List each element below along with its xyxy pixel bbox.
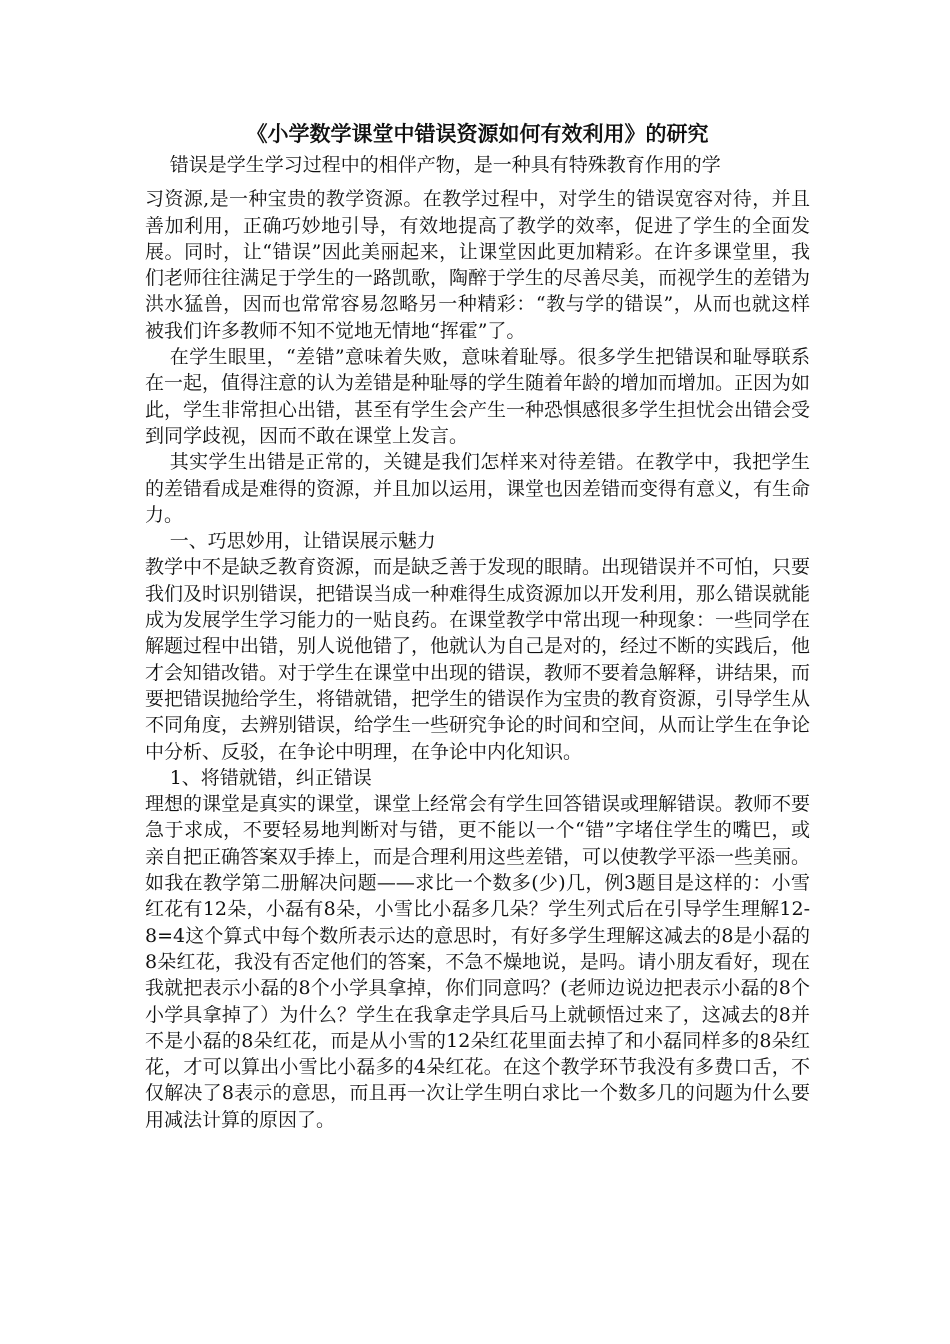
document-body	[145, 118, 810, 1133]
paragraph-normal-errors: 其实学生出错是正常的，关键是我们怎样来对待差错。在教学中，我把学生的差错看成是难得的资源，并且加以运用，课堂也因差错而变得有意义，有生命力。	[145, 451, 811, 526]
document-title: 《小学数学课堂中错误资源如何有效利用》的研究	[246, 121, 709, 146]
subsection-heading-1: 1、将错就错，纠正错误	[169, 766, 372, 789]
paragraph-ideal-classroom: 理想的课堂是真实的课堂，课堂上经常会有学生回答错误或理解错误。教师不要急于求成，不要轻易地判断对与错，更不能以一个“错”字堵住学生的嘴巴，或亲自把正确答案双手捧上，而是合理利用这些差错，可以使教学平添一些美丽。	[145, 793, 811, 868]
paragraph-intro-continued: 习资源,是一种宝贵的教学资源。在教学过程中，对学生的错误宽容对待，并且善加利用，正确巧妙地引导，有效地提高了教学的效率，促进了学生的全面发展。同时，让“错误”因此美丽起来，让课堂因此更加精彩。在许多课堂里，我们老师往往满足于学生的一路凯歌，陶醉于学生的尽善尽美，而视学生的差错为洪水猛兽，因而也常常容易忽略另一种精彩：“教与学的错误”，从而也就这样被我们许多教师不知不觉地无情地“挥霍”了。	[145, 188, 811, 342]
paragraph-student-view: 在学生眼里，“差错”意味着失败，意味着耻辱。很多学生把错误和耻辱联系在一起，值得注意的认为差错是种耻辱的学生随着年龄的增加而增加。正因为如此，学生非常担心出错，甚至有学生会产生一种恐惧感很多学生担忧会出错会受到同学歧视，因而不敢在课堂上发言。	[145, 346, 811, 447]
paragraph-section-1: 教学中不是缺乏教育资源，而是缺乏善于发现的眼睛。出现错误并不可怕，只要我们及时识别错误，把错误当成一种难得生成资源加以开发利用，那么错误就能成为发展学生学习能力的一贴良药。在课堂教学中常出现一种现象：一些同学在解题过程中出错，别人说他错了，他就认为自己是对的，经过不断的实践后，他才会知错改错。对于学生在课堂中出现的错误，教师不要着急解释，讲结果，而要把错误抛给学生，将错就错，把学生的错误作为宝贵的教育资源，引导学生从不同角度，去辨别错误，给学生一些研究争论的时间和空间，从而让学生在争论中分析、反驳，在争论中明理，在争论中内化知识。	[145, 556, 811, 763]
paragraph-intro: 错误是学生学习过程中的相伴产物，是一种具有特殊教育作用的学	[169, 154, 721, 176]
paragraph-example: 如我在教学第二册解决问题——求比一个数多(少)几，例3题目是这样的：小雪红花有12朵，小磊有8朵，小雪比小磊多几朵？学生列式后在引导学生理解12-8=4这个算式中每个数所表示达的意思时，有好多学生理解这减去的8是小磊的8朵红花，我没有否定他们的答案，不急不燥地说，是吗。请小朋友看好，现在我就把表示小磊的8个小学具拿掉，你们同意吗？(老师边说边把表示小磊的8个小学具拿掉了）为什么？学生在我拿走学具后马上就顿悟过来了，这减去的8并不是小磊的8朵红花，而是从小雪的12朵红花里面去掉了和小磊同样多的8朵红花，才可以算出小雪比小磊多的4朵红花。在这个教学环节我没有多费口舌，不仅解决了8表示的意思，而且再一次让学生明白求比一个数多几的问题为什么要用减法计算的原因了。	[145, 872, 810, 1131]
section-heading-1: 一、巧思妙用，让错误展示魅力	[169, 530, 436, 553]
